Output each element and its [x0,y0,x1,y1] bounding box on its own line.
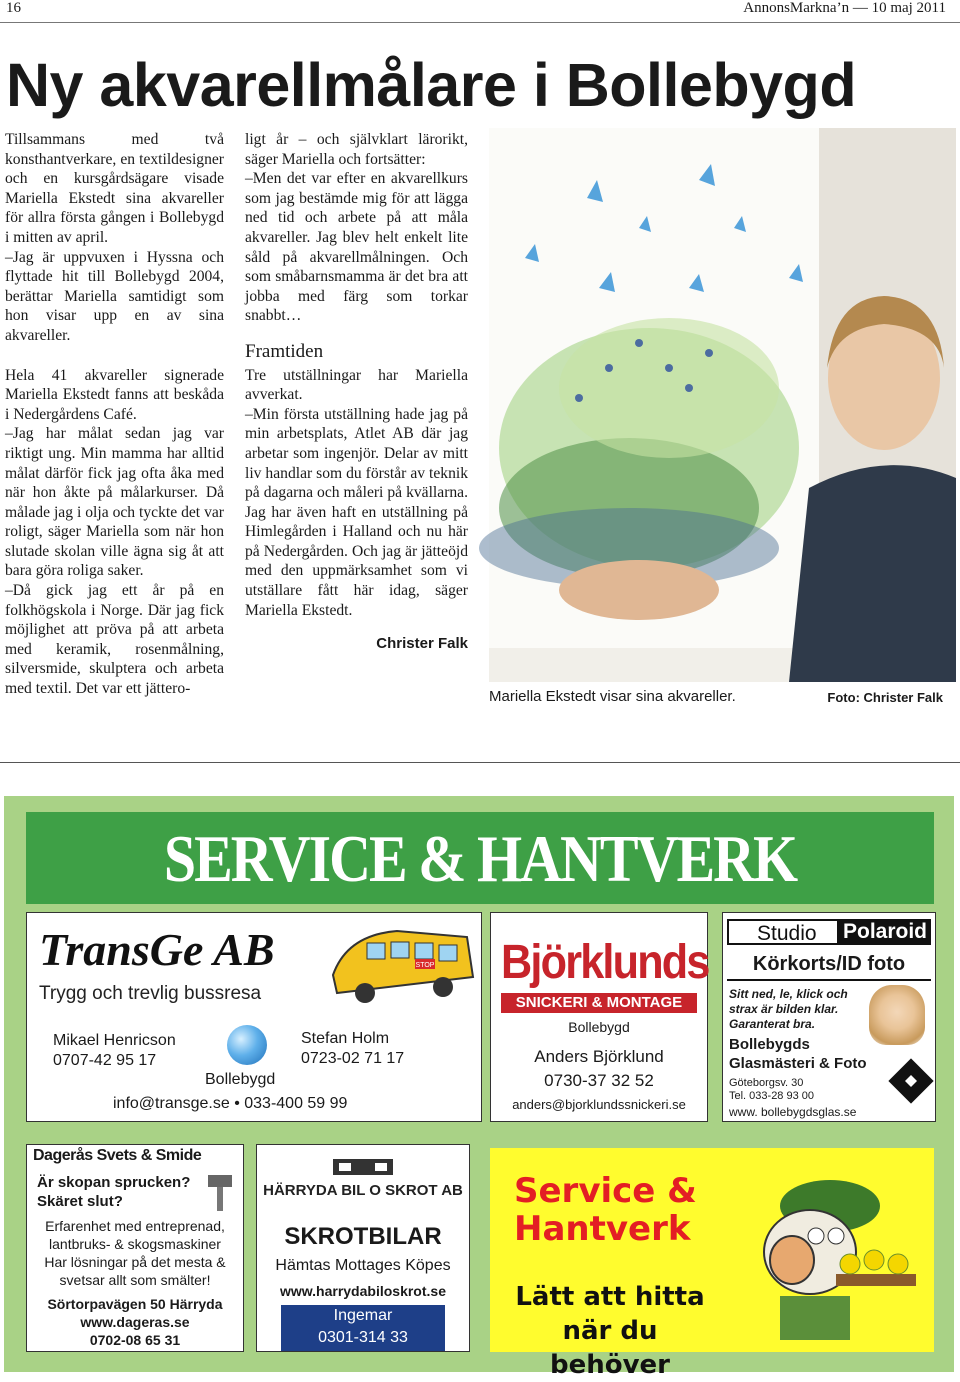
dageras-questions [37,1173,190,1211]
article-photo [489,128,956,682]
harryda-sub: Hämtas Mottages Köpes [275,1257,451,1274]
caption-text: Mariella Ekstedt visar sina akvareller. [489,688,736,705]
logo-part: Polaroid [839,919,931,945]
paper-issue: AnnonsMarkna’n — 10 maj 2011 [743,0,946,16]
contact-phone: 0707-42 95 17 [53,1052,157,1069]
body-line: Erfarenhet med entreprenad, [45,1218,225,1234]
contact-phone: 0723-02 71 17 [301,1050,405,1067]
question-line: Skäret slut? [37,1193,123,1210]
bus-stop-sign: STOP [415,962,435,969]
paragraph: –Då gick jag ett år på en folkhögskola i Norge. Där jag fick möjlighet att pröva på att arbeta med keramik, rosenmålning, silversmide, skulptera och arbeta med textil. Det var ett jättero- [5,582,224,698]
contact-name: Ingemar [333,1307,393,1324]
paragraph: –Men det var efter en akvarellkurs som jag bestämde mig för att lägga ned tid och arbete på att måla akvareller. Jag blev helt enkelt lite såld på akvarellmålningen. Och som småbarnsmamma är det bra att jobba med färg som torkar snabbt… [245,170,468,325]
globe-icon [227,1025,267,1065]
subheading: Framtiden [245,340,324,362]
ad-studio-polaroid[interactable] [722,912,936,1122]
studio-website[interactable]: www. bollebygdsglas.se [729,1105,857,1119]
bjorklunds-name: Anders Björklund [534,1047,664,1066]
promo-sub-line: när du behöver [549,1316,671,1380]
headline: Ny akvarellmålare i Bollebygd [6,51,857,119]
paragraph: ligt år – och självklart lärorikt, säger Mariella och fortsätter: [245,131,468,168]
harryda-logo-text: HÄRRYDA BIL O SKROT AB [263,1182,463,1199]
contact-name: Stefan Holm [301,1030,390,1047]
dageras-title: Dagerås Svets & Smide [33,1147,202,1164]
ad-dageras[interactable] [26,1144,244,1352]
service-banner-title: SERVICE & HANTVERK [163,820,797,896]
photo-credit: Foto: Christer Falk [827,690,943,705]
company-line: Bollebygds [729,1036,810,1053]
hammer-icon [205,1173,235,1213]
ad-bjorklunds[interactable] [490,912,708,1122]
promo-title-line: Service & [514,1171,697,1211]
ad-service-hantverk-promo[interactable] [490,1148,934,1380]
promo-sub-line: Lätt att hitta [515,1282,705,1312]
transge-contact-2 [301,1029,404,1069]
photo-caption [489,688,957,705]
studio-polaroid-logo [727,919,931,945]
paragraph: Hela 41 akvareller signerade Mariella Ekstedt fanns att beskåda i Nedergårdens Café. [5,366,224,423]
address-line: Sörtorpavägen 50 Härryda [47,1296,223,1312]
studio-company [729,1035,867,1073]
dageras-body [27,1217,243,1289]
section-divider [0,762,960,763]
paragraph: Tre utställningar har Mariella avverkat. [245,366,468,404]
transge-contact-1 [53,1031,176,1071]
paragraph: –Min första utställning hade jag på min arbetsplats, Atlet AB där jag arbetar som ingenjör. Delar av mitt liv handlar som du förstår av teknik på dagarna och måleri på kvällarna. Jag har även haft en utställning på Himlegården i Halland och nu här på Nedergården. Och jag är jätteöjd med den uppmärksamhet som vi utställare fått här idag, säger Mariella Ekstedt. [245,405,468,619]
studio-address [729,1077,814,1103]
header-rule [0,22,960,23]
transge-town: Bollebygd [205,1071,276,1088]
cartoon-gardener-icon [740,1156,930,1346]
transge-slogan: Trygg och trevlig bussresa [39,983,262,1004]
phone-line: 0702-08 65 31 [89,1332,181,1348]
paragraph: –Jag har målat sedan jag var riktigt ung. Min mamma har alltid målat därför fick jag ofta åka med när hon åkte på målarkurser. Då målade jag i olja och tyckte det var roligt, säger Mariella som när hon slutade skolan ville ägna sig åt att bara göra roliga saker. [5,425,224,580]
glazier-logo-icon [891,1061,931,1101]
body-line: lantbruks- & skogsmaskiner [49,1236,221,1252]
studio-blurb: Sitt ned, le, klick och strax är bilden klar. Garanterat bra. [729,987,848,1031]
contact-name: Mikael Henricson [53,1032,176,1049]
contact-phone: 0301-314 33 [318,1329,408,1346]
page-number: 16 [6,0,21,16]
company-line: Glasmästeri & Foto [729,1055,867,1072]
article-column-1 [5,130,224,699]
body-line: svetsar allt som smälter! [59,1272,211,1288]
paragraph: Tillsammans med två konsthantverkare, en textildesigner och en kursgårdsägare visade Mariella Ekstedt sina akvareller för allra första gången i Bollebygd i mitten av april. [5,131,224,246]
logo-part: Studio [727,919,839,945]
body-line: Har lösningar på det mesta & [44,1254,226,1270]
service-banner [26,812,934,904]
page-header [0,0,960,22]
promo-title [514,1172,697,1248]
harryda-website[interactable]: www.harrydabiloskrot.se [280,1283,446,1299]
portrait-photo [869,985,925,1045]
bjorklunds-tagline: SNICKERI & MONTAGE [501,993,697,1013]
photo-illustration [489,128,956,682]
question-line: Är skopan sprucken? [37,1174,191,1191]
ad-transge[interactable] [26,912,482,1122]
promo-title-line: Hantverk [514,1209,691,1249]
phone-line: Tel. 033-28 93 00 [729,1090,815,1102]
bjorklunds-phone: 0730-37 32 52 [544,1071,654,1090]
promo-subtitle [500,1280,720,1382]
divider [727,979,931,981]
dageras-contact [27,1295,243,1349]
bjorklunds-email: anders@bjorklundssnickeri.se [512,1097,686,1112]
harryda-headline: SKROTBILAR [284,1223,442,1250]
address-line: Göteborgsv. 30 [729,1077,804,1089]
harryda-logo [263,1153,463,1213]
paragraph: –Jag är uppvuxen i Hyssna och flyttade hit till Bollebygd 2004, berättar Mariella samtidigt som hon visar upp en av sina akvareller. [5,248,224,344]
ad-harryda-bil-o-skrot[interactable] [256,1144,470,1352]
transge-email-phone: info@transge.se • 033-400 59 99 [113,1095,348,1112]
studio-headline: Körkorts/ID foto [752,953,906,975]
school-bus-icon [327,915,477,1007]
website-line[interactable]: www.dageras.se [80,1314,190,1330]
bjorklunds-town: Bollebygd [568,1019,630,1035]
harryda-contact [281,1305,445,1351]
article-column-2 [245,130,468,654]
bjorklunds-logo: Björklunds [501,936,709,989]
byline: Christer Falk [376,635,468,653]
transge-name: TransGe AB [39,924,275,975]
